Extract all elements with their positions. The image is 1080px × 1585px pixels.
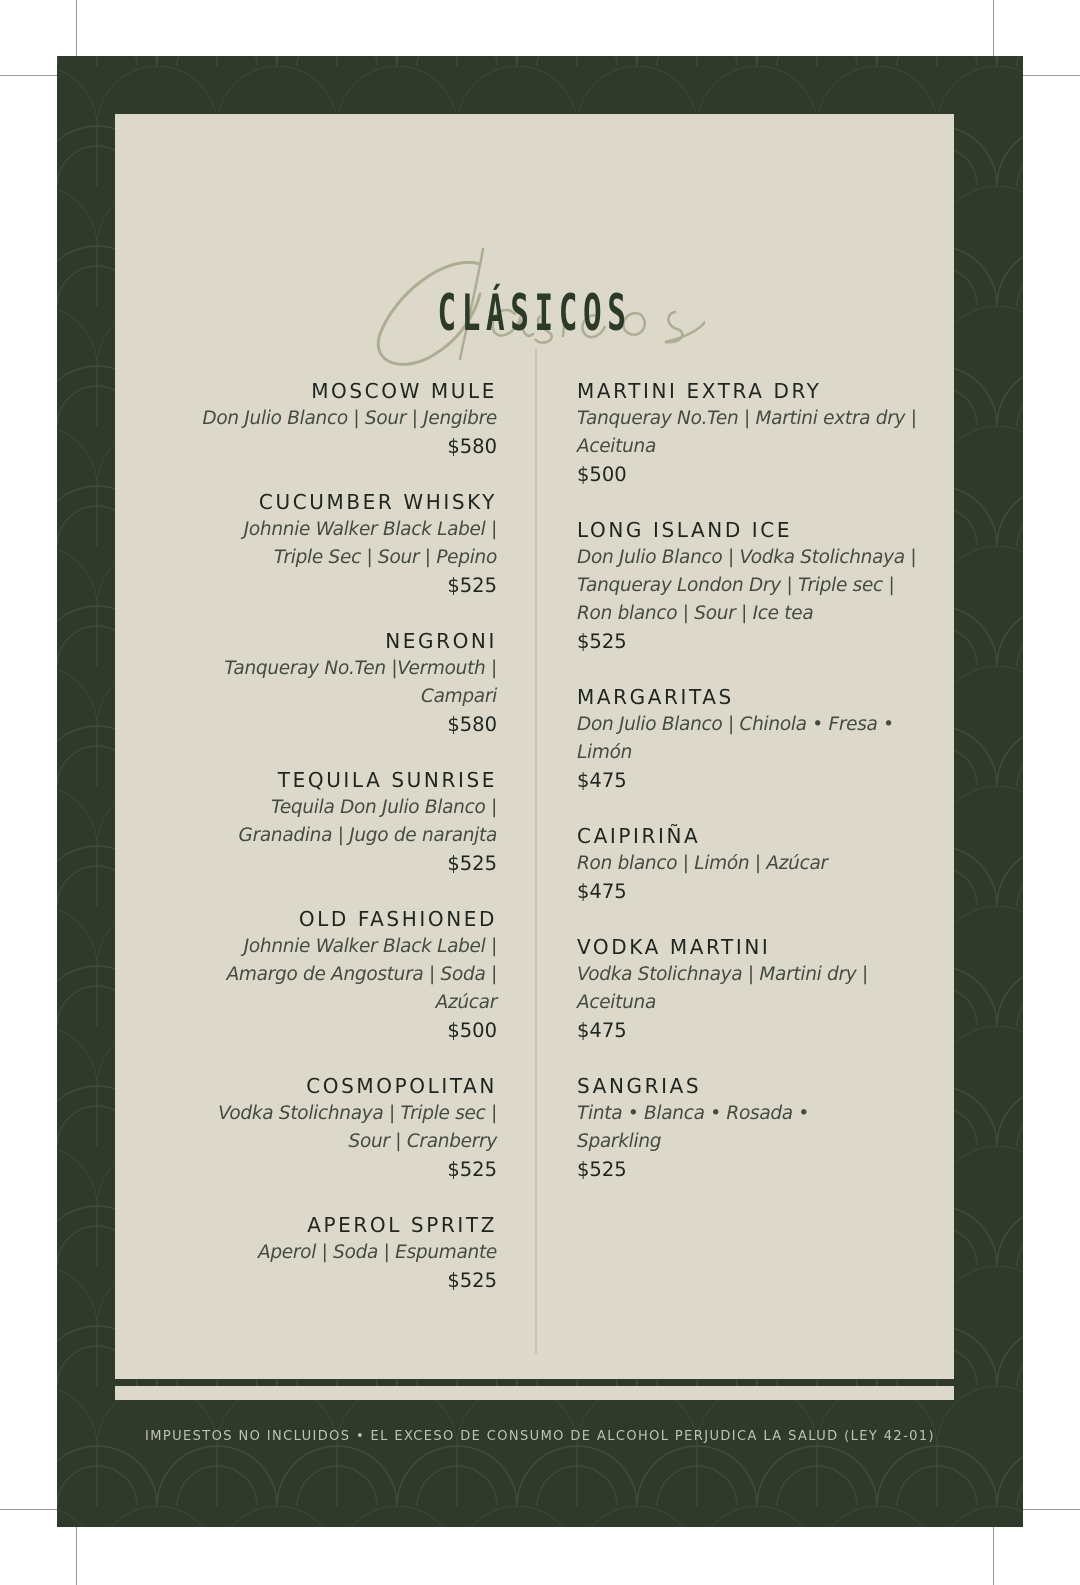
menu-item bbox=[577, 822, 917, 906]
menu-item bbox=[577, 1072, 917, 1184]
item-name: MOSCOW MULE bbox=[311, 379, 497, 403]
menu-item bbox=[157, 766, 497, 878]
menu-item bbox=[157, 377, 497, 461]
item-price: $580 bbox=[447, 435, 497, 458]
item-price: $580 bbox=[447, 713, 497, 736]
footer-disclaimer: IMPUESTOS NO INCLUIDOS • EL EXCESO DE CONSUMO DE ALCOHOL PERJUDICA LA SALUD (LEY 42-01) bbox=[145, 1429, 935, 1444]
item-name: CAIPIRIÑA bbox=[577, 824, 701, 848]
crop-mark bbox=[76, 0, 77, 62]
item-description: Vodka Stolichnaya | Triple sec | Sour | Cranberry bbox=[218, 1103, 497, 1152]
menu-frame bbox=[57, 56, 1023, 1527]
item-name: TEQUILA SUNRISE bbox=[277, 768, 497, 792]
menu-item bbox=[577, 377, 917, 489]
item-name: APEROL SPRITZ bbox=[307, 1213, 497, 1237]
left-column bbox=[157, 377, 497, 1322]
item-name: NEGRONI bbox=[385, 629, 497, 653]
item-name: COSMOPOLITAN bbox=[306, 1074, 497, 1098]
item-name: OLD FASHIONED bbox=[298, 907, 497, 931]
menu-item bbox=[157, 627, 497, 739]
menu-item bbox=[157, 488, 497, 600]
item-name: LONG ISLAND ICE bbox=[577, 518, 793, 542]
crop-mark bbox=[993, 1522, 994, 1585]
item-description: Ron blanco | Limón | Azúcar bbox=[577, 853, 828, 874]
menu-item bbox=[157, 1072, 497, 1184]
card-bottom-strip bbox=[115, 1386, 954, 1400]
item-price: $525 bbox=[577, 630, 627, 653]
menu-item bbox=[577, 516, 917, 656]
item-price: $525 bbox=[447, 852, 497, 875]
item-name: MARGARITAS bbox=[577, 685, 734, 709]
menu-item bbox=[157, 905, 497, 1045]
item-price: $500 bbox=[447, 1019, 497, 1042]
column-divider bbox=[535, 349, 537, 1354]
item-price: $475 bbox=[577, 1019, 627, 1042]
item-price: $525 bbox=[577, 1158, 627, 1181]
menu-item bbox=[577, 933, 917, 1045]
item-price: $525 bbox=[447, 1269, 497, 1292]
right-column bbox=[577, 377, 917, 1211]
menu-item bbox=[577, 683, 917, 795]
item-description: Don Julio Blanco | Sour | Jengibre bbox=[202, 408, 497, 429]
item-description: Aperol | Soda | Espumante bbox=[258, 1242, 497, 1263]
item-description: Vodka Stolichnaya | Martini dry | Aceituna bbox=[577, 964, 868, 1013]
menu-item bbox=[157, 1211, 497, 1295]
item-price: $525 bbox=[447, 1158, 497, 1181]
item-name: SANGRIAS bbox=[577, 1074, 702, 1098]
item-description: Johnnie Walker Black Label | Triple Sec | Sour | Pepino bbox=[243, 519, 497, 568]
item-description: Tequila Don Julio Blanco | Granadina | Jugo de naranjta bbox=[238, 797, 497, 846]
item-description: Don Julio Blanco | Vodka Stolichnaya | Tanqueray London Dry | Triple sec | Ron blanco | Sour | Ice tea bbox=[577, 547, 917, 624]
crop-mark bbox=[76, 1522, 77, 1585]
crop-mark bbox=[1018, 1509, 1080, 1510]
item-description: Tanqueray No.Ten | Martini extra dry | Aceituna bbox=[577, 408, 917, 457]
item-description: Don Julio Blanco | Chinola • Fresa • Limón bbox=[577, 714, 894, 763]
item-description: Johnnie Walker Black Label | Amargo de Angostura | Soda | Azúcar bbox=[226, 936, 497, 1013]
item-price: $500 bbox=[577, 463, 627, 486]
item-price: $475 bbox=[577, 769, 627, 792]
crop-mark bbox=[0, 75, 62, 76]
item-name: VODKA MARTINI bbox=[577, 935, 771, 959]
item-description: Tanqueray No.Ten |Vermouth | Campari bbox=[224, 658, 497, 707]
crop-mark bbox=[1018, 75, 1080, 76]
item-name: MARTINI EXTRA DRY bbox=[577, 379, 822, 403]
item-description: Tinta • Blanca • Rosada • Sparkling bbox=[577, 1103, 810, 1152]
crop-mark bbox=[0, 1509, 62, 1510]
item-price: $475 bbox=[577, 880, 627, 903]
page-title: CLÁSICOS bbox=[437, 284, 632, 342]
item-price: $525 bbox=[447, 574, 497, 597]
crop-mark bbox=[993, 0, 994, 62]
item-name: CUCUMBER WHISKY bbox=[258, 490, 497, 514]
menu-card bbox=[115, 114, 954, 1379]
